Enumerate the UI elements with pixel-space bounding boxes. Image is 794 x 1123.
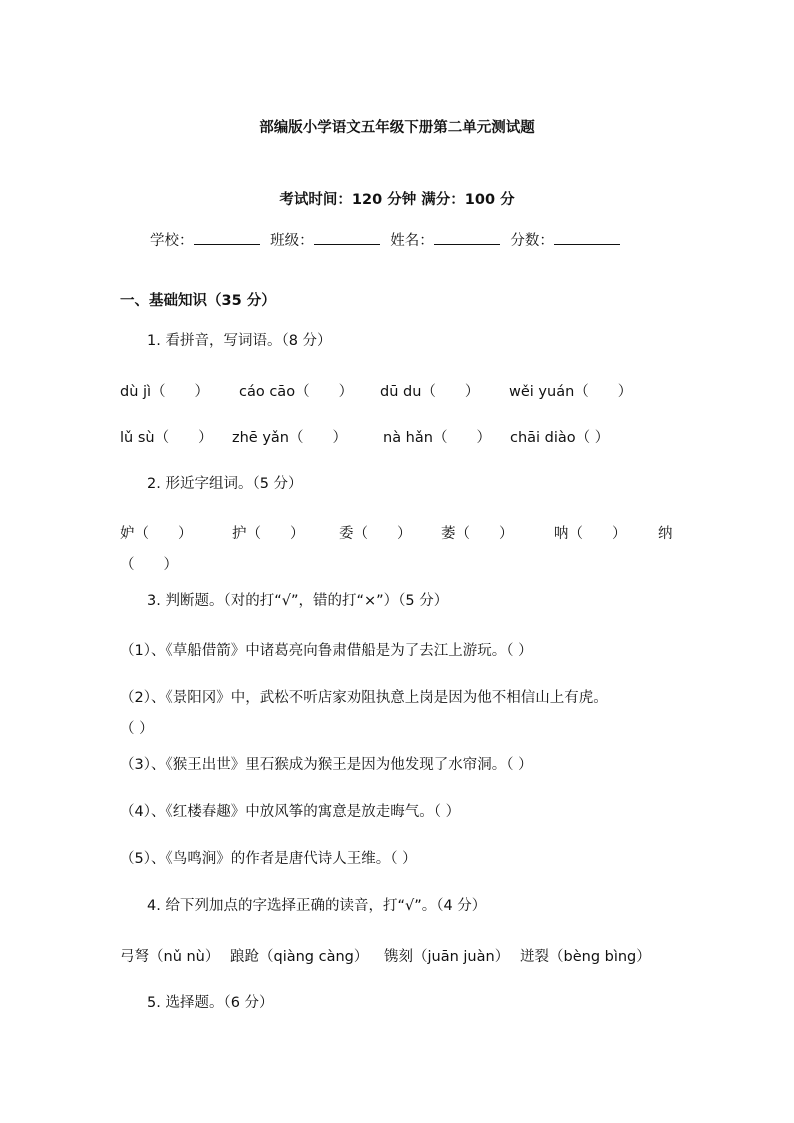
pinyin-item: dū du（ ）: [380, 384, 480, 400]
pinyin-item: wěi yuán（ ）: [509, 384, 633, 400]
pronunciation-item: 迸裂（bèng bìng）: [520, 949, 651, 965]
judge-item-2-wrap: （ ）: [120, 721, 154, 737]
char-item: 妒（ ）: [120, 526, 193, 542]
pronunciation-item: 镌刻（juān juàn）: [384, 949, 510, 965]
question-2-prompt: 2. 形近字组词。（5 分）: [147, 476, 303, 492]
exam-info: 考试时间：120 分钟 满分：100 分: [279, 192, 515, 208]
char-item: 护（ ）: [232, 526, 305, 542]
pinyin-row-1: [120, 380, 720, 400]
judge-item-5: （5）、《鸟鸣涧》的作者是唐代诗人王维。（ ）: [120, 851, 417, 867]
pronunciation-item: 弓弩（nǔ nù）: [120, 949, 220, 965]
pinyin-item: nà hǎn（ ）: [383, 430, 491, 446]
question-3-prompt: 3. 判断题。（对的打“√”，错的打“×”）（5 分）: [147, 593, 449, 609]
pronunciation-row: [120, 945, 680, 965]
class-label: 班级：: [270, 233, 314, 249]
judge-item-1: （1）、《草船借箭》中诸葛亮向鲁肃借船是为了去江上游玩。（ ）: [120, 643, 533, 659]
student-info-line: [150, 229, 626, 250]
judge-item-2: （2）、《景阳冈》中，武松不听店家劝阻执意上岗是因为他不相信山上有虎。: [120, 690, 608, 706]
judge-item-4: （4）、《红楼春趣》中放风筝的寓意是放走晦气。（ ）: [120, 804, 461, 820]
pinyin-row-2: [120, 426, 720, 446]
char-item: 委（ ）: [339, 526, 412, 542]
pinyin-item: dù jì（ ）: [120, 384, 210, 400]
pinyin-item: chāi diào（ ）: [510, 430, 610, 446]
char-item: 萎（ ）: [441, 526, 514, 542]
question-5-prompt: 5. 选择题。（6 分）: [147, 995, 274, 1011]
section-heading: 一、基础知识（35 分）: [120, 293, 276, 309]
pinyin-item: zhē yǎn（ ）: [232, 430, 347, 446]
char-item-wrap: （ ）: [120, 557, 178, 573]
score-blank[interactable]: [554, 232, 620, 245]
pinyin-item: cáo cāo（ ）: [239, 384, 354, 400]
score-label: 分数：: [510, 233, 554, 249]
school-blank[interactable]: [194, 232, 260, 245]
similar-chars-row: [120, 522, 680, 542]
char-item: 纳: [658, 526, 673, 542]
question-4-prompt: 4. 给下列加点的字选择正确的读音，打“√”。（4 分）: [147, 898, 487, 914]
class-blank[interactable]: [314, 232, 380, 245]
name-blank[interactable]: [434, 232, 500, 245]
name-label: 姓名：: [390, 233, 434, 249]
question-1-prompt: 1. 看拼音，写词语。（8 分）: [147, 333, 332, 349]
judge-item-3: （3）、《猴王出世》里石猴成为猴王是因为他发现了水帘洞。（ ）: [120, 757, 533, 773]
pinyin-item: lǔ sù（ ）: [120, 430, 213, 446]
char-item: 呐（ ）: [554, 526, 627, 542]
school-label: 学校：: [150, 233, 194, 249]
pronunciation-item: 踉跄（qiàng càng）: [230, 949, 369, 965]
page-title: 部编版小学语文五年级下册第二单元测试题: [259, 120, 535, 136]
